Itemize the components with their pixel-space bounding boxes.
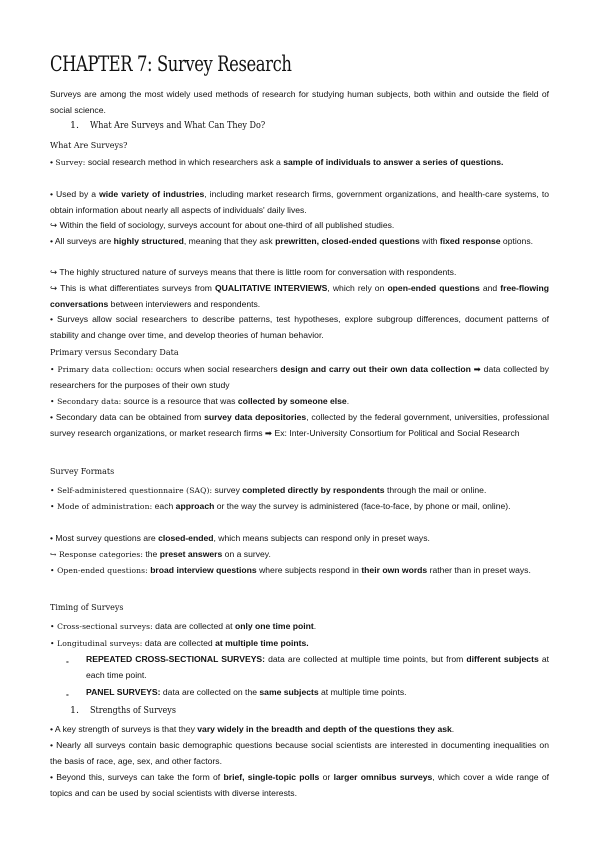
- para-open-ended: • Open-ended questions: broad interview questions where subjects respond in their own words rather than in preset ways.: [50, 565, 531, 575]
- section-title: What Are Surveys and What Can They Do?: [90, 120, 266, 131]
- para-used-by: • Used by a wide variety of industries, including market research firms, government organizations, and health-care systems, to obtain information about nearly all aspects of individuals' daily lives.: [50, 189, 549, 215]
- heading-survey-formats: Survey Formats: [50, 467, 115, 476]
- para-repeated-cross: REPEATED CROSS-SECTIONAL SURVEYS: data are collected at multiple time points, but from different subjects at each time point.: [86, 654, 549, 680]
- chapter-title: CHAPTER 7: Survey Research: [50, 52, 292, 76]
- para-highly-structured: • All surveys are highly structured, meaning that they ask prewritten, closed-ended questions with fixed response options.: [50, 236, 534, 246]
- para-survey-definition: • Survey: social research method in which researchers ask a sample of individuals to answer a series of questions.: [50, 157, 504, 167]
- para-demographic: • Nearly all surveys contain basic demographic questions because social scientists are interested in documenting inequalities on the basis of race, age, sex, and other factors.: [50, 740, 549, 766]
- para-panel-surveys: PANEL SURVEYS: data are collected on the same subjects at multiple time points.: [86, 687, 407, 697]
- para-beyond: • Beyond this, surveys can take the form of brief, single-topic polls or larger omnibus surveys, which cover a wide range of topics and can be used by social scientists with diverse interests.: [50, 772, 549, 798]
- section-number: 1.: [70, 705, 80, 716]
- section-title: Strengths of Surveys: [90, 705, 177, 716]
- para-response-categories: ↪ Response categories: the preset answers on a survey.: [50, 549, 271, 559]
- heading-primary-secondary: Primary versus Secondary Data: [50, 348, 179, 357]
- para-longitudinal: • Longitudinal surveys: data are collected at multiple time points.: [50, 638, 309, 648]
- para-secondary-data: • Secondary data: source is a resource that was collected by someone else.: [50, 396, 350, 406]
- para-qualitative: ↪ This is what differentiates surveys from QUALITATIVE INTERVIEWS, which rely on open-ended questions and free-flowing conversations between interviewers and respondents.: [50, 283, 549, 309]
- para-secondary-sources: • Secondary data can be obtained from survey data depositories, collected by the federal government, universities, professional survey research organizations, or market research firms ➡ Ex: Inter-University Consortium for Political and Social Research: [50, 412, 549, 438]
- para-structured-nature: ↪ The highly structured nature of surveys means that there is little room for conversation with respondents.: [50, 267, 457, 277]
- section-number: 1.: [70, 120, 80, 131]
- para-primary-data: • Primary data collection: occurs when social researchers design and carry out their own data collection ➡ data collected by researchers for the purposes of their own study: [50, 364, 549, 390]
- para-closed-ended: • Most survey questions are closed-ended, which means subjects can respond only in preset ways.: [50, 533, 430, 543]
- list-dash: -: [66, 689, 69, 699]
- para-within-sociology: ↪ Within the field of sociology, surveys account for about one-third of all published studies.: [50, 220, 395, 230]
- list-dash: -: [66, 656, 69, 666]
- para-cross-sectional: • Cross-sectional surveys: data are collected at only one time point.: [50, 621, 317, 631]
- heading-timing: Timing of Surveys: [50, 603, 124, 612]
- intro-paragraph: Surveys are among the most widely used methods of research for studying human subjects, both within and outside the field of social science.: [50, 89, 549, 115]
- para-saq: • Self-administered questionnaire (SAQ): survey completed directly by respondents through the mail or online.: [50, 485, 487, 495]
- para-surveys-allow: • Surveys allow social researchers to describe patterns, test hypotheses, explore subgroup differences, document patterns of stability and change over time, and develop theories of human behavior.: [50, 314, 549, 340]
- para-key-strength: • A key strength of surveys is that they vary widely in the breadth and depth of the questions they ask.: [50, 724, 455, 734]
- heading-what-are-surveys: What Are Surveys?: [50, 141, 128, 150]
- para-mode-administration: • Mode of administration: each approach or the way the survey is administered (face-to-face, by phone or mail, online).: [50, 501, 511, 511]
